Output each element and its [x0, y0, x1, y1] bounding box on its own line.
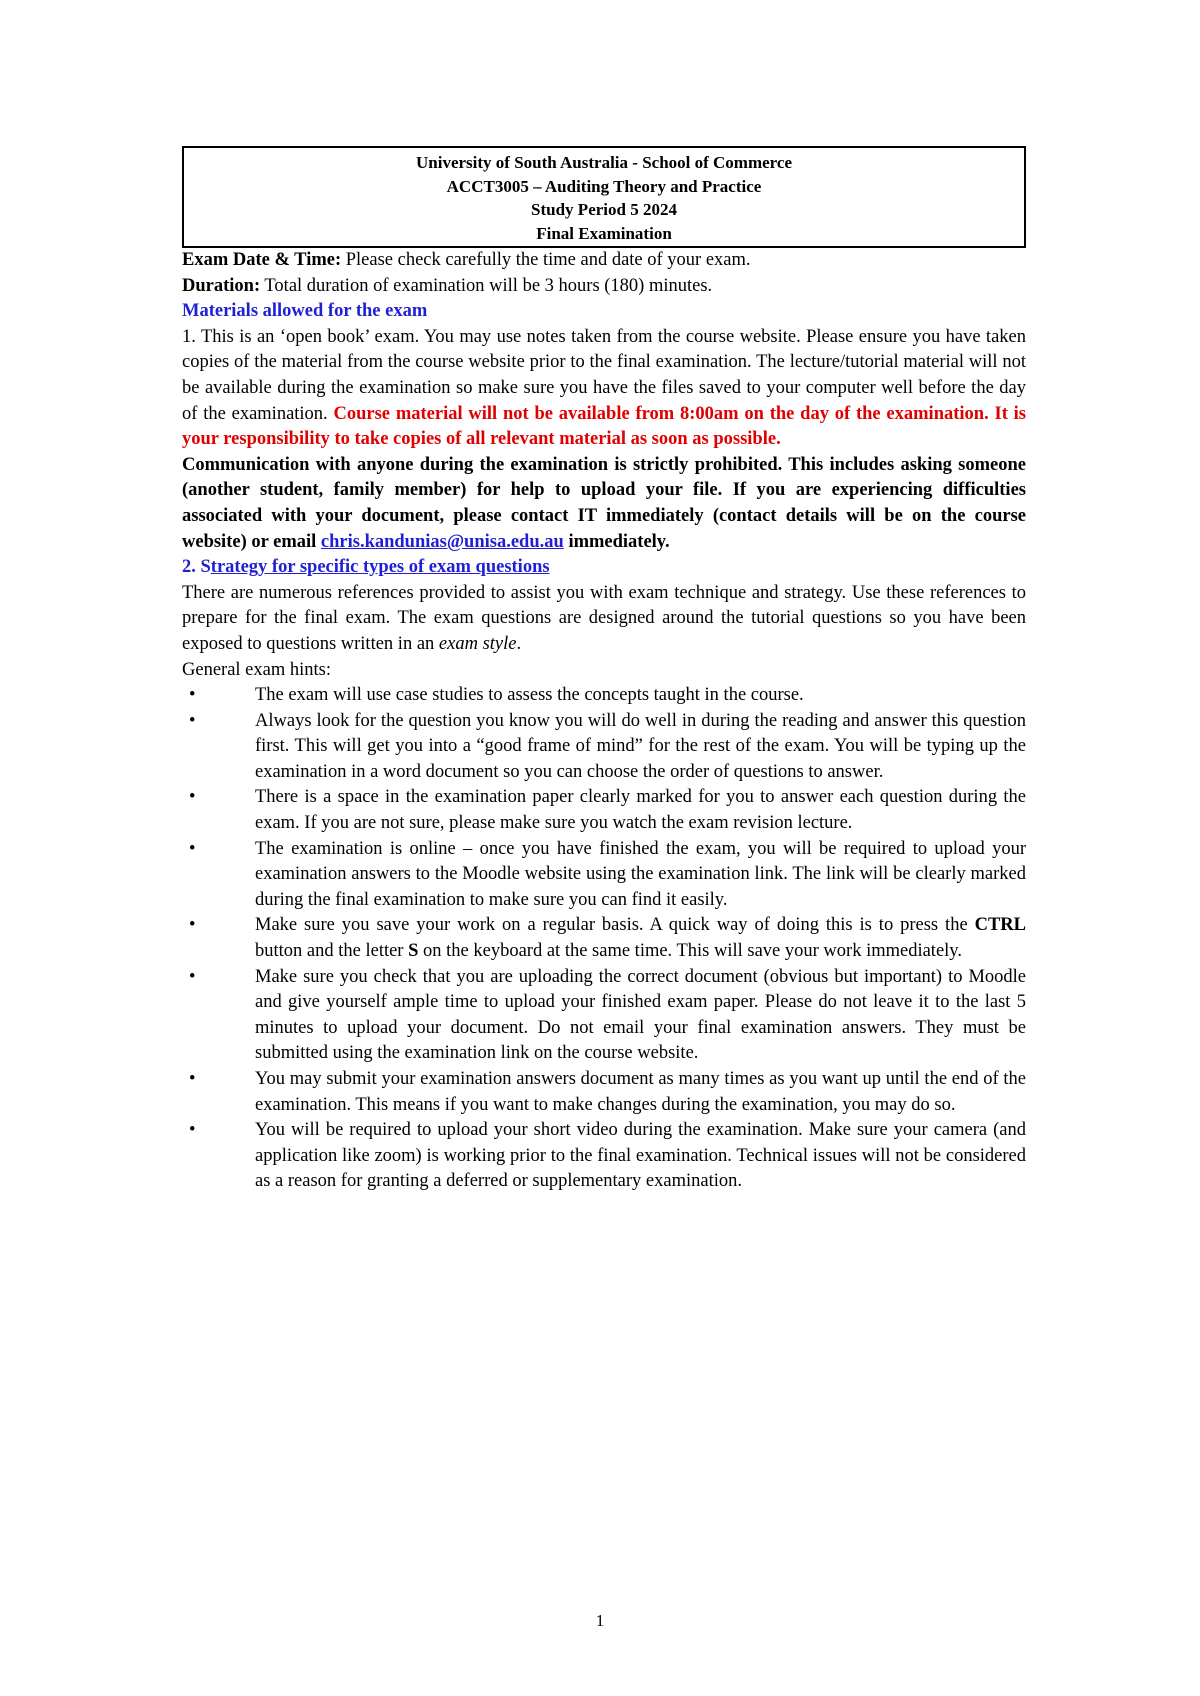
bullet-icon: •: [189, 1069, 196, 1089]
bullet-icon: •: [189, 1120, 196, 1141]
hint-item: [182, 1118, 1026, 1195]
hint-text: on the keyboard at the same time. This will save your work immediately.: [418, 941, 962, 962]
hint-text: Make sure you save your work on a regular basis. A quick way of doing this is to press the: [255, 915, 975, 936]
document-body: [182, 248, 1026, 1195]
hint-item: [182, 709, 1026, 786]
section1-paragraph: [182, 325, 1026, 453]
hints-list: [182, 683, 1026, 1195]
materials-heading: Materials allowed for the exam: [182, 301, 428, 322]
course-title: ACCT3005 – Auditing Theory and Practice: [446, 176, 762, 196]
hint-item: [182, 785, 1026, 836]
hint-item: [182, 683, 1026, 709]
section2-heading-link[interactable]: trategy for specific types of exam questions: [210, 557, 550, 578]
section2-heading-prefix: 2. S: [182, 557, 211, 578]
exam-date-line: [182, 248, 1026, 274]
hint-item: [182, 1067, 1026, 1118]
section2-intro-a: There are numerous references provided to assist you with exam technique and strategy. Use these references to prepare for the final exam. The exam questions are designed around the tutorial questions so you have been exposed to questions written in an: [182, 582, 1026, 654]
hint-text: The exam will use case studies to assess the concepts taught in the course.: [255, 685, 804, 706]
exam-date-label: Exam Date & Time:: [182, 250, 342, 270]
hint-text: Always look for the question you know you will do well in during the reading and answer this question first. This will get you into a “good frame of mind” for the rest of the exam. You will be typing up the examination in a word document so you can choose the order of questions to answer.: [255, 710, 1026, 782]
section2-intro-b: .: [516, 633, 522, 654]
hint-text: Make sure you check that you are uploading the correct document (obvious but important) to Moodle and give yourself ample time to upload your finished exam paper. Please do not leave it to the last 5 minutes to upload your document. Do not email your final examination answers. They must be submitted using the examination link on the course website.: [255, 966, 1026, 1064]
hints-label: General exam hints:: [182, 659, 331, 680]
communication-text: Communication with anyone during the examination is strictly prohibited. This includes asking someone (another student, family member) for help to upload your file. If you are experiencing difficulties associated with your document, please contact IT immediately (contact details will be on the course website) or email: [182, 454, 1026, 552]
document-page: [182, 146, 1026, 1195]
exam-title: Final Examination: [536, 223, 672, 243]
bullet-icon: •: [189, 787, 196, 808]
section1-warning: Course material will not be available from 8:00am on the day of the examination. It is your responsibility to take copies of all relevant material as soon as possible.: [182, 403, 1026, 450]
bullet-icon: •: [189, 710, 196, 731]
section2-intro: [182, 581, 1026, 658]
hint-item: [182, 837, 1026, 914]
page-number: 1: [595, 1611, 605, 1630]
hint-item: [182, 913, 1026, 964]
title-box: [182, 146, 1026, 248]
section2-intro-italic: exam style: [438, 633, 517, 654]
bullet-icon: •: [189, 685, 196, 706]
hint-text: The examination is online – once you have finished the exam, you will be required to upload your examination answers to the Moodle website using the examination link. The link will be clearly marked during the final examination to make sure you can find it easily.: [255, 838, 1026, 910]
hint-emphasis: S: [408, 941, 419, 962]
study-period: Study Period 5 2024: [531, 200, 677, 219]
section1-text: 1. This is an ‘open book’ exam. You may use notes taken from the course website. Please ensure you have taken copies of the material from the course website prior to the final examination. The lecture/tutorial material will not be available during the examination so make sure you have the files saved to your computer well before the day of the examination.: [182, 326, 1026, 424]
university-title: University of South Australia - School of Commerce: [415, 153, 793, 172]
hint-text: There is a space in the examination paper clearly marked for you to answer each question during the exam. If you are not sure, please make sure you watch the exam revision lecture.: [255, 787, 1026, 834]
bullet-icon: •: [189, 966, 196, 987]
hint-text: You may submit your examination answers document as many times as you want up until the end of the examination. This means if you want to make changes during the examination, you may do so.: [255, 1069, 1026, 1115]
bullet-icon: •: [189, 915, 196, 936]
hint-item: [182, 965, 1026, 1067]
communication-paragraph: [182, 453, 1026, 555]
duration-text: Total duration of examination will be 3 hours (180) minutes.: [260, 275, 713, 296]
hint-text: You will be required to upload your short video during the examination. Make sure your camera (and application like zoom) is working prior to the final examination. Technical issues will not be considered as a reason for granting a deferred or supplementary examination.: [255, 1120, 1026, 1192]
email-link[interactable]: chris.kandunias@unisa.edu.au: [320, 531, 564, 552]
duration-label: Duration:: [182, 275, 261, 296]
exam-date-text: Please check carefully the time and date of your exam.: [341, 250, 751, 270]
communication-end: immediately.: [563, 531, 670, 552]
bullet-icon: •: [189, 838, 196, 859]
hint-text: button and the letter: [255, 941, 409, 962]
duration-line: [182, 274, 1026, 300]
hint-emphasis: CTRL: [974, 915, 1026, 936]
section2-heading: [182, 555, 1026, 581]
